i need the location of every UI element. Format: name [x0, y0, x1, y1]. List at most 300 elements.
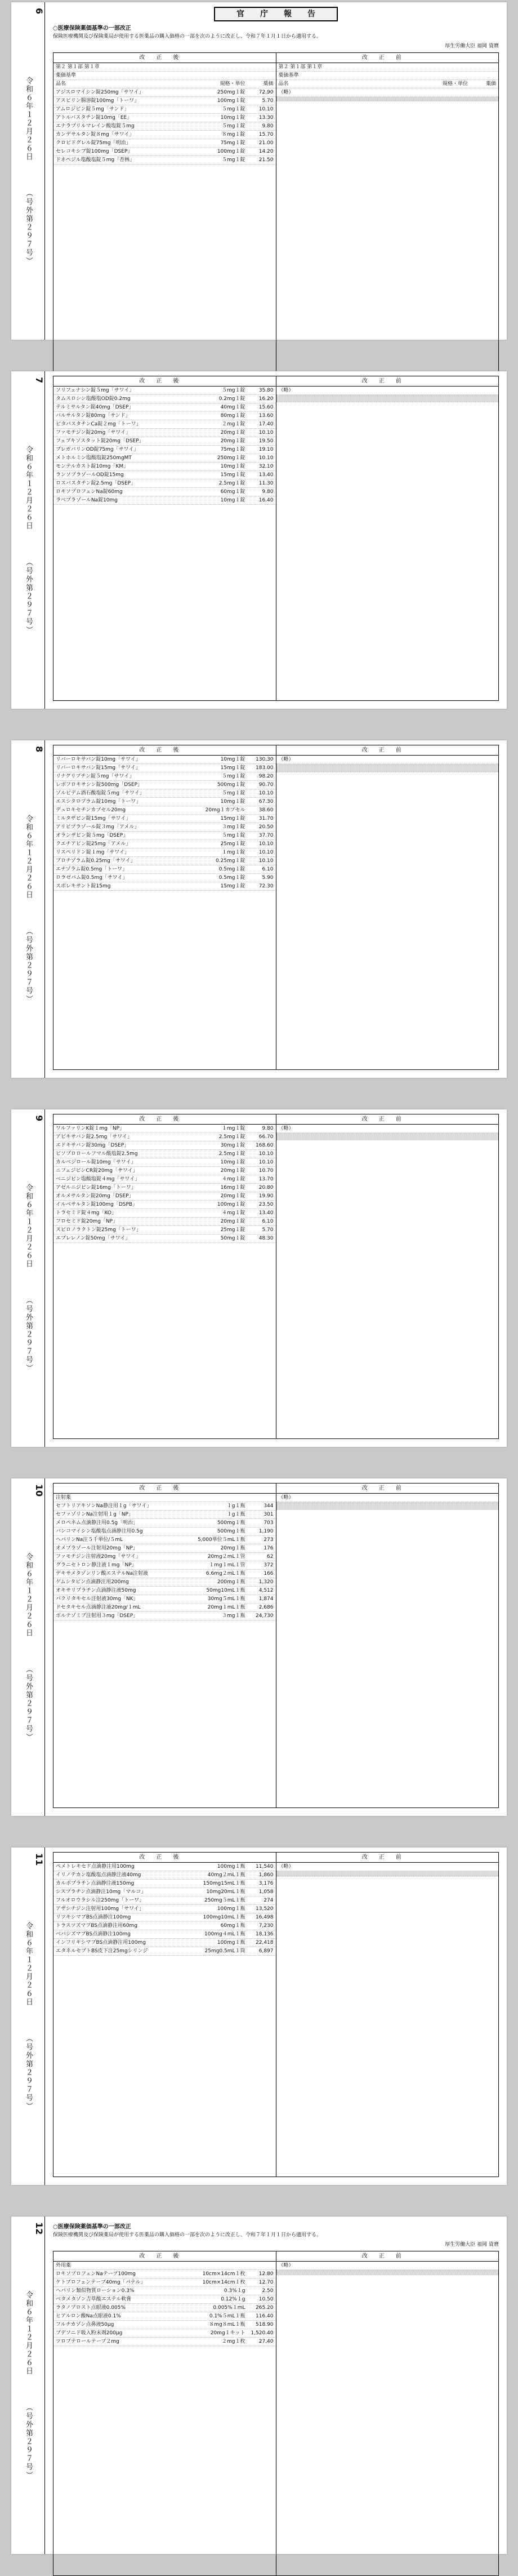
- drug-name: ファモチジン注射液20mg「サワイ」: [56, 1554, 141, 1560]
- price: 9.80: [262, 489, 274, 495]
- drug-name: フルチカゾン点鼻液50μg: [56, 2322, 114, 2328]
- column-header: 改正前: [276, 1853, 499, 1863]
- price: [468, 63, 496, 71]
- table-row: [53, 420, 276, 429]
- price: 14.20: [258, 149, 274, 155]
- unit: 100mg１瓶: [217, 1864, 245, 1869]
- table-row: [53, 131, 276, 139]
- comparison-table: [53, 376, 499, 701]
- drug-name: カンデサルタン錠８mg「サワイ」: [56, 132, 135, 138]
- issue-number: （号外第２９７号）: [24, 2035, 33, 2111]
- drug-name: イルベサルタン錠100mg「DSPB」: [56, 1202, 138, 1207]
- table-row: [53, 2312, 276, 2321]
- price: 11.30: [258, 481, 274, 486]
- price: 13.40: [258, 472, 274, 478]
- page-body: [45, 2, 507, 340]
- price: 116.40: [256, 2313, 274, 2319]
- drug-name: ロラゼパム錠0.5mg「サワイ」: [56, 875, 128, 881]
- price: 176: [264, 1545, 274, 1551]
- unit: [187, 2262, 245, 2269]
- price: 5.90: [262, 875, 274, 881]
- table-row: [53, 72, 276, 80]
- unit: １g１瓶: [226, 1503, 245, 1509]
- issue-number: （号外第２９７号）: [24, 2404, 33, 2480]
- table-row: [53, 1863, 276, 1871]
- price: 9.80: [262, 123, 274, 130]
- issue-number: （号外第２９７号）: [24, 1296, 33, 1373]
- column-header: 改正後: [53, 1484, 276, 1494]
- price: 13,520: [256, 1906, 274, 1912]
- table-row: [53, 88, 276, 97]
- unit: 25mg１錠: [220, 841, 245, 847]
- column-header: 改正前: [276, 376, 499, 387]
- revised-column: [53, 1484, 276, 1807]
- drug-name: オメプラゾール注射用20mg「NP」: [56, 1545, 138, 1551]
- column-header: 改正後: [53, 1114, 276, 1125]
- table-row: [53, 1209, 276, 1218]
- price: 24,730: [256, 1613, 274, 1619]
- drug-name: ツロブテロールテープ２mg: [56, 2339, 119, 2344]
- unit: 30mg５mL１瓶: [207, 1596, 245, 1602]
- drug-name: カルベジロール錠10mg「サワイ」: [56, 1160, 136, 1165]
- table-row: [53, 849, 276, 857]
- price: 98.20: [258, 774, 274, 779]
- price: 2.50: [262, 2288, 274, 2294]
- table-row: [53, 122, 276, 131]
- table-row: [53, 97, 276, 105]
- price: 19.10: [258, 447, 274, 452]
- page-body: [45, 2217, 507, 2554]
- drug-name: （略）: [278, 388, 294, 393]
- unit: 0.1%５mL１瓶: [209, 2313, 245, 2319]
- comparison-table: [53, 2251, 499, 2576]
- unit: ３mg１瓶: [222, 1613, 245, 1619]
- table-row: [53, 1939, 276, 1947]
- table-row: [53, 496, 276, 505]
- drug-name: トラスツズマブBS点滴静注用60mg: [56, 1923, 138, 1929]
- drug-name: ゲムシタビン点滴静注用200mg: [56, 1579, 129, 1585]
- unit: [409, 1863, 468, 1871]
- drug-name: 品名: [56, 81, 66, 87]
- drug-name: セファゾリンNa注射用１g「NP」: [56, 1512, 133, 1517]
- unit: ８mg１錠: [222, 132, 245, 138]
- page-number: 9: [34, 1115, 44, 1122]
- table-row: [53, 1871, 276, 1880]
- drug-name: アトルバスタチン錠10mg「EE」: [56, 115, 132, 121]
- drug-name: ケトプロフェンテープ40mg「パテル」: [56, 2280, 146, 2285]
- table-row: [53, 1167, 276, 1175]
- table-row: [276, 756, 499, 764]
- unit: 250mg５mL１瓶: [204, 1898, 245, 1903]
- table-row: [53, 1947, 276, 1956]
- table-row: [53, 1612, 276, 1620]
- price: 23.50: [258, 1202, 274, 1207]
- previous-column: [276, 2251, 499, 2575]
- table-row: [276, 1863, 499, 1871]
- issue-date: 令和６年１２月２６日: [24, 815, 33, 899]
- unit: [409, 63, 468, 71]
- price: 1,520.40: [251, 2330, 274, 2336]
- drug-name: スボレキサント錠15mg: [56, 883, 111, 889]
- table-row: [53, 114, 276, 122]
- price: 20.80: [258, 1185, 274, 1191]
- price: 1,860: [258, 1872, 274, 1878]
- table-row: [53, 1502, 276, 1511]
- drug-name: ランソプラゾールOD錠15mg: [56, 472, 124, 478]
- unit: 40mg１錠: [220, 405, 245, 410]
- price: 10.10: [258, 841, 274, 847]
- column-header: 改正後: [53, 376, 276, 387]
- table-row: [53, 1888, 276, 1897]
- issue-date: 令和６年１２月２６日: [24, 1553, 33, 1637]
- page-margin: [11, 2217, 45, 2554]
- table-row: [53, 479, 276, 488]
- table-row: [53, 2338, 276, 2346]
- revised-column: [53, 376, 276, 700]
- drug-name: ドネペジル塩酸塩錠５mg「杏林」: [56, 157, 135, 163]
- unit: 20mg１錠: [220, 1193, 245, 1199]
- unit: 10mg１錠: [220, 1160, 245, 1165]
- table-row: [53, 1519, 276, 1527]
- table-row: [53, 387, 276, 395]
- price: 12.70: [258, 2280, 274, 2285]
- drug-name: ロスバスタチン錠2.5mg「DSEP」: [56, 481, 136, 486]
- unit: [187, 72, 245, 79]
- unit: [409, 1494, 468, 1502]
- table-row: [53, 412, 276, 420]
- table-row: [53, 781, 276, 789]
- drug-name: モンテルカスト錠10mg「KM」: [56, 464, 129, 469]
- price: 183.00: [256, 765, 274, 771]
- price: 130.30: [256, 757, 274, 762]
- drug-name: ブデソニド吸入粉末剤200μg: [56, 2330, 123, 2336]
- unit: 15mg１錠: [220, 883, 245, 889]
- price: 19.90: [258, 1193, 274, 1199]
- drug-name: 第２ 第１部 第１章: [278, 64, 323, 70]
- unit: ５mg１錠: [222, 157, 245, 163]
- table-row: [276, 1494, 499, 1502]
- unit: 60mg１錠: [220, 489, 245, 495]
- drug-name: タムスロシン塩酸塩OD錠0.2mg: [56, 396, 131, 402]
- price: 13.60: [258, 413, 274, 419]
- table-row: [53, 1142, 276, 1150]
- price: [245, 2262, 274, 2269]
- price: 48.30: [258, 1236, 274, 1241]
- gazette-page: [11, 371, 507, 709]
- column-header: 改正前: [276, 1114, 499, 1125]
- unit: ５mg１錠: [222, 388, 245, 393]
- table-row: [53, 429, 276, 437]
- table-row: [53, 857, 276, 865]
- price: 16.40: [258, 498, 274, 503]
- table-row: [53, 454, 276, 463]
- price: 38.60: [258, 807, 274, 813]
- table-row: [53, 1494, 276, 1502]
- price: 18,136: [256, 1931, 274, 1937]
- price: 15.60: [258, 405, 274, 410]
- table-row: [276, 1125, 499, 1133]
- page-body: [45, 371, 507, 709]
- unit: 0.5mg１錠: [218, 867, 245, 872]
- price: [468, 72, 496, 79]
- drug-name: （略）: [278, 1126, 294, 1131]
- table-row: [53, 1511, 276, 1519]
- unit: 10mg20mL１瓶: [206, 1889, 245, 1895]
- drug-name: エナラプリルマレイン酸塩錠５mg: [56, 123, 135, 130]
- comparison-table: [53, 745, 499, 1070]
- drug-name: （略）: [278, 1864, 294, 1869]
- price: 2,686: [258, 1605, 274, 1610]
- section-title: 官庁報告: [214, 7, 338, 21]
- unit: 15mg１錠: [220, 472, 245, 478]
- unit: 0.3%１g: [224, 2288, 245, 2294]
- drug-name: リバーロキサバン錠10mg「サワイ」: [56, 757, 141, 762]
- table-row: [53, 471, 276, 479]
- drug-name: スピロノラクトン錠25mg「トーワ」: [56, 1227, 141, 1233]
- price: [245, 72, 274, 79]
- page-margin: [11, 1478, 45, 1816]
- price: 1,320: [258, 1579, 274, 1585]
- drug-name: ロキソプロフェンNa錠60mg: [56, 489, 123, 495]
- drug-name: パクリタキセル注射液30mg「NK」: [56, 1596, 139, 1602]
- issue-number: （号外第２９７号）: [24, 558, 33, 634]
- drug-name: ペメトレキセド点滴静注用100mg: [56, 1864, 135, 1869]
- issue-date: 令和６年１２月２６日: [24, 2291, 33, 2375]
- table-row: [53, 1125, 276, 1133]
- previous-column: [276, 1853, 499, 2177]
- revised-column: [53, 745, 276, 1069]
- unit: 0.5mg１錠: [218, 875, 245, 881]
- unit: 16mg１錠: [220, 1185, 245, 1191]
- table-row: [53, 139, 276, 148]
- price: [468, 2262, 496, 2269]
- page-number: 10: [34, 1484, 44, 1497]
- table-row: [53, 1536, 276, 1544]
- comparison-table: [53, 1852, 499, 2177]
- drug-name: エスシタロプラム錠10mg「トーワ」: [56, 799, 141, 805]
- table-row: [53, 1604, 276, 1612]
- unit: 0.005%１mL: [213, 2305, 245, 2311]
- column-header: 改正後: [53, 1853, 276, 1863]
- drug-name: ヒアルロン酸Na点眼液0.1%: [56, 2313, 121, 2319]
- table-row: [53, 789, 276, 798]
- price: 16.20: [258, 396, 274, 402]
- comparison-table: [53, 1114, 499, 1439]
- table-row: [53, 2270, 276, 2279]
- unit: 250mg１錠: [217, 455, 245, 461]
- unit: [409, 2262, 468, 2269]
- table-row: [53, 105, 276, 114]
- unit: 100mg１錠: [217, 149, 245, 155]
- drug-name: メロペネム点滴静注用0.5g「明治」: [56, 1520, 139, 1526]
- issue-number: （号外第２９７号）: [24, 927, 33, 1003]
- unit: 6.6mg２mL１瓶: [206, 1571, 245, 1576]
- unit: 15mg１錠: [220, 816, 245, 821]
- price: 12.80: [258, 2271, 274, 2277]
- drug-name: シスプラチン点滴静注10mg「マルコ」: [56, 1889, 146, 1895]
- price: 301: [264, 1512, 274, 1517]
- unit: 20mg１カプセル: [205, 807, 245, 813]
- price: 31.70: [258, 816, 274, 821]
- unit: [187, 1494, 245, 1502]
- gazette-page: [11, 2, 507, 340]
- drug-name: 薬価基準: [278, 73, 299, 79]
- table-row: [276, 63, 499, 72]
- table-row: [53, 1897, 276, 1905]
- column-header: 改正前: [276, 53, 499, 63]
- drug-name: エドキサバン錠30mg「DSEP」: [56, 1143, 130, 1148]
- price: 10.10: [258, 790, 274, 796]
- drug-name: アムロジピン錠５mg「サンド」: [56, 106, 130, 113]
- drug-name: バルサルタン錠80mg「サンド」: [56, 413, 131, 419]
- table-row: [53, 764, 276, 772]
- comparison-table: [53, 1483, 499, 1808]
- issue-number: （号外第２９７号）: [24, 1665, 33, 1742]
- drug-name: ワルファリンK錠１mg「NP」: [56, 1126, 125, 1131]
- price: 13.40: [258, 1210, 274, 1216]
- page-body: [45, 1478, 507, 1816]
- comparison-table: [53, 52, 499, 377]
- unit: [409, 756, 468, 763]
- price: 13.70: [258, 1176, 274, 1182]
- drug-name: ピタバスタチンCa錠２mg「トーワ」: [56, 421, 141, 427]
- price: 薬価: [263, 81, 274, 87]
- drug-name: ドセタキセル点滴静注液20mg/１mL: [56, 1605, 141, 1610]
- gazette-page: [11, 1847, 507, 2185]
- drug-name: トラセミド錠４mg「KO」: [56, 1210, 117, 1216]
- price: 19.50: [258, 438, 274, 444]
- table-row: [276, 1509, 499, 1510]
- notice-text: 保険医療機関及び保険薬局が使用する医薬品の購入価格の一部を次のように改正し、令和７年１月１日から適用する。: [53, 2232, 322, 2238]
- unit: １mg１mL１管: [209, 1562, 245, 1568]
- previous-column: [276, 1114, 499, 1438]
- price: 22,418: [256, 1940, 274, 1946]
- drug-name: ベタメタゾン吉草酸エステル軟膏: [56, 2297, 132, 2302]
- table-row: [53, 1175, 276, 1184]
- unit: 20mg１錠: [220, 1219, 245, 1224]
- drug-name: デキサメタゾンリン酸エステルNa注射液: [56, 1571, 148, 1576]
- unit: 75mg１錠: [220, 447, 245, 452]
- drug-name: 外用薬: [56, 2263, 72, 2268]
- table-row: [53, 1158, 276, 1167]
- price: 3,176: [258, 1881, 274, 1886]
- drug-name: デュロキセチンカプセル20mg: [56, 807, 126, 813]
- table-row: [276, 88, 499, 97]
- table-row: [53, 882, 276, 891]
- price: 32.10: [258, 464, 274, 469]
- unit: 200mg１瓶: [217, 1579, 245, 1585]
- column-header: 改正前: [276, 745, 499, 756]
- table-row: [53, 1192, 276, 1201]
- unit: ４mg１錠: [222, 1176, 245, 1182]
- column-header: 改正前: [276, 1484, 499, 1494]
- unit: 80mg１錠: [220, 413, 245, 419]
- table-row: [53, 823, 276, 832]
- table-row: [53, 2279, 276, 2287]
- drug-name: （略）: [278, 90, 294, 96]
- table-row: [53, 2287, 276, 2295]
- unit: 20mg１瓶: [220, 1545, 245, 1551]
- table-row: [53, 1150, 276, 1158]
- unit: 20mg１錠: [220, 1168, 245, 1174]
- unit: 2.5mg１錠: [218, 481, 245, 486]
- table-row: [53, 1184, 276, 1192]
- drug-name: エタネルセプトBS皮下注25mgシリンジ: [56, 1948, 148, 1954]
- table-row: [53, 832, 276, 840]
- issue-date: 令和６年１２月２６日: [24, 1922, 33, 2006]
- unit: 500mg１錠: [217, 782, 245, 788]
- unit: 10mg１錠: [220, 799, 245, 805]
- notice-text: 保険医療機関及び保険薬局が使用する医薬品の購入価格の一部を次のように改正し、令和７年１月１日から適用する。: [53, 34, 322, 40]
- unit: 20mg２mL１管: [207, 1554, 245, 1560]
- table-row: [53, 798, 276, 806]
- drug-name: 注射薬: [56, 1495, 72, 1500]
- drug-name: ヘパリン類似物質ローション0.3%: [56, 2288, 135, 2294]
- page-margin: [11, 2, 45, 340]
- unit: 100mg４mL１瓶: [204, 1931, 245, 1937]
- drug-name: オランザピン錠５mg「DSEP」: [56, 833, 128, 838]
- table-row: [276, 80, 499, 88]
- drug-name: カルボプラチン点滴静注液150mg: [56, 1881, 135, 1886]
- unit: [409, 88, 468, 96]
- price: 10.10: [258, 1160, 274, 1165]
- price: [468, 88, 496, 96]
- drug-name: ビソプロロールフマル酸塩錠2.5mg: [56, 1151, 138, 1157]
- table-row: [53, 395, 276, 403]
- drug-name: フェブキソスタット錠20mg「DSEP」: [56, 438, 144, 444]
- drug-name: （略）: [278, 2263, 294, 2268]
- price: [245, 63, 274, 71]
- unit: 20mg１キット: [210, 2330, 245, 2336]
- drug-name: メトホルミン塩酸塩錠250mgMT: [56, 455, 132, 461]
- drug-name: テルミサルタン錠40mg「DSEP」: [56, 405, 134, 410]
- unit: 規格・単位: [442, 81, 468, 87]
- unit: １g１瓶: [226, 1512, 245, 1517]
- table-row: [53, 1595, 276, 1604]
- column-header: 改正前: [276, 2251, 499, 2262]
- table-row: [53, 463, 276, 471]
- price: 27.40: [258, 2339, 274, 2344]
- drug-name: アスピリン腸溶錠100mg「トーワ」: [56, 98, 140, 104]
- price: 10.50: [258, 2297, 274, 2302]
- table-row: [53, 874, 276, 882]
- drug-name: セレコキシブ錠100mg「DSEP」: [56, 149, 133, 155]
- price: 67.30: [258, 799, 274, 805]
- drug-name: ファモチジン錠20mg「サワイ」: [56, 430, 131, 436]
- drug-name: アリピプラゾール錠３mg「アメル」: [56, 824, 140, 830]
- page-margin: [11, 1847, 45, 2185]
- table-row: [53, 2321, 276, 2329]
- unit: 100mg１錠: [217, 1202, 245, 1207]
- table-row: [53, 1561, 276, 1570]
- table-row: [53, 63, 276, 72]
- drug-name: レボフロキサシン錠500mg「DSEP」: [56, 782, 143, 788]
- unit: 150mg15mL１瓶: [203, 1881, 245, 1886]
- unit: ８mg８mL１瓶: [209, 2322, 245, 2328]
- price: 10.10: [258, 1151, 274, 1157]
- notice-title: ○医療保険薬価基準の一部改正: [53, 25, 131, 32]
- page-number: 8: [34, 746, 44, 753]
- unit: 2.5mg１錠: [218, 1134, 245, 1140]
- unit: 5,000単位５mL１瓶: [197, 1537, 245, 1543]
- drug-name: ロキソプロフェンNaテープ100mg: [56, 2271, 136, 2277]
- unit: 10mg１錠: [220, 757, 245, 762]
- drug-name: ゾルピデム酒石酸塩錠５mg「サワイ」: [56, 790, 145, 796]
- unit: 250mg１錠: [217, 90, 245, 96]
- table-row: [53, 806, 276, 815]
- unit: 20mg１錠: [220, 430, 245, 436]
- drug-name: アピキサバン錠2.5mg「サワイ」: [56, 1134, 132, 1140]
